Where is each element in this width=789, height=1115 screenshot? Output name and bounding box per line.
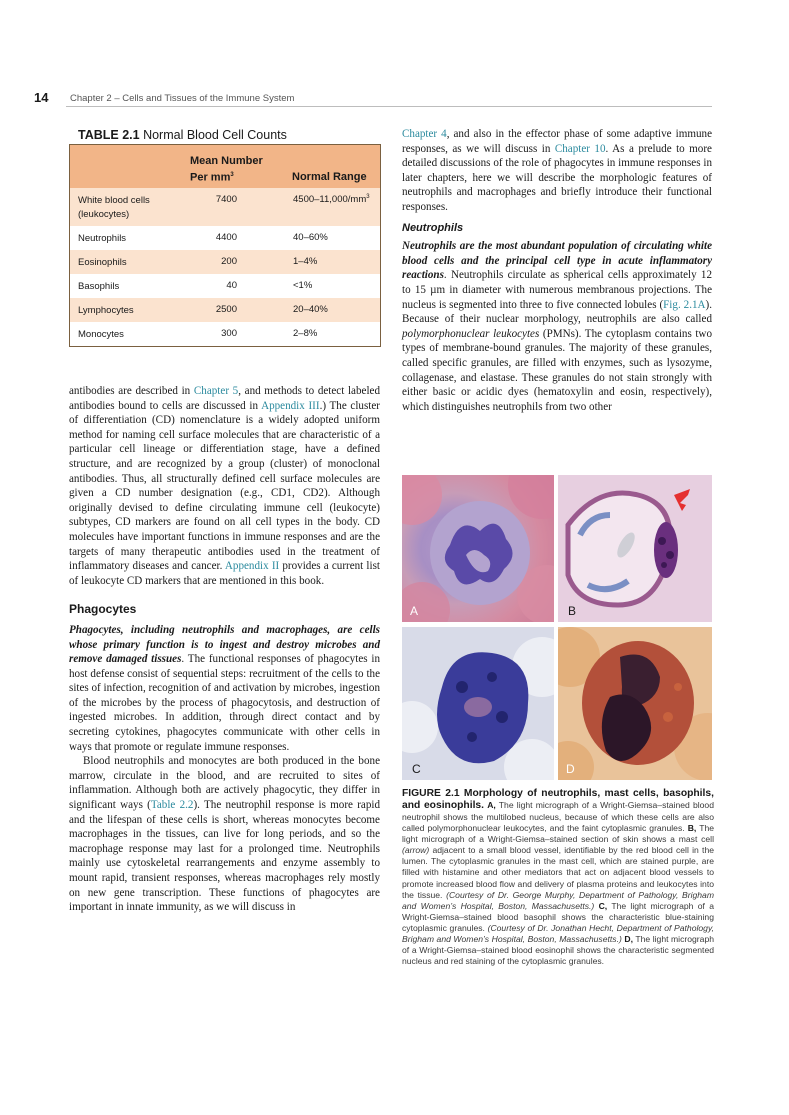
eosinophil-illustration <box>558 627 712 780</box>
italic-term: polymorphonuclear leukocytes <box>402 327 540 340</box>
page-number: 14 <box>34 90 49 105</box>
row-range: 2–8% <box>293 328 318 339</box>
neutrophil-illustration <box>402 475 554 622</box>
link-chapter-10[interactable]: Chapter 10 <box>554 142 606 155</box>
panel-label-c: C <box>412 762 421 776</box>
micrograph-neutrophil <box>402 475 554 622</box>
col-header-mean-line2 <box>190 168 280 185</box>
panel-label-d: D <box>566 762 575 776</box>
panel-label-b: B <box>568 604 577 618</box>
row-label <box>78 194 150 222</box>
row-range: 1–4% <box>293 256 318 267</box>
row-range-text: 4500–11,000/mm <box>293 194 367 206</box>
caption-b-credit: (Courtesy of Dr. George Murphy, Department of Pathology, Brigham and Women’s Hospital, Boston, Massachusetts.) <box>402 889 714 911</box>
row-mean: 4400 <box>215 232 237 243</box>
col-header-mean-line1: Mean Number <box>190 155 263 167</box>
micrograph-basophil <box>402 627 554 780</box>
col-header-range: Normal Range <box>292 171 367 183</box>
text-span: (PMNs). The cytoplasm contains two types of membrane-bound granules. The majority of these granules, called specific granules, are filled with enzymes, such as lysozyme, collagenase, and elastase. These granules do not stain strongly with either basic or acidic dyes (hematoxylin and eosin, respectively), which distinguishes neutrophils from two other <box>402 327 712 413</box>
header-rule <box>66 106 712 107</box>
paragraph-cd-markers <box>69 384 380 588</box>
text-span: ). Because of their nuclear morphology, neutrophils are also called <box>402 298 712 326</box>
row-range-sup: 3 <box>366 194 370 200</box>
row-label: Monocytes <box>78 329 124 340</box>
caption-a-text: The light micrograph of a Wright-Giemsa–stained blood neutrophil shows the multilobed nucleus, because of which these cells are also called polymorphonuclear leukocytes, and the faint cytoplasmic granules. <box>402 800 714 834</box>
table-row <box>70 188 380 226</box>
panel-label-a: A <box>410 604 419 618</box>
caption-b-label: B, <box>687 823 697 834</box>
caption-c-label: C, <box>598 900 608 911</box>
row-label: Basophils <box>78 281 120 292</box>
blood-count-table <box>69 144 381 347</box>
caption-arrow: (arrow) <box>402 845 430 856</box>
mast-cell-illustration <box>558 475 712 622</box>
caption-c-credit: (Courtesy of Dr. Jonathan Hecht, Department of Pathology, Brigham and Women’s Hospital, Boston, Massachusetts.) <box>402 922 714 945</box>
paragraph-neutrophils-monocytes <box>69 754 380 915</box>
col-header-mean-per: Per mm <box>190 171 231 184</box>
link-chapter-4[interactable]: Chapter 4 <box>402 128 447 140</box>
table-title <box>78 128 287 142</box>
heading-neutrophils: Neutrophils <box>402 221 464 234</box>
row-range: 40–60% <box>293 232 328 243</box>
row-mean: 200 <box>221 256 237 267</box>
row-range: 20–40% <box>293 304 328 315</box>
micrograph-eosinophil <box>558 627 712 780</box>
table-title-text: Normal Blood Cell Counts <box>143 128 287 142</box>
link-table-2-2[interactable]: Table 2.2 <box>150 799 194 812</box>
table-row <box>70 298 380 322</box>
link-chapter-5[interactable]: Chapter 5 <box>193 385 239 397</box>
link-fig-2-1a[interactable]: Fig. 2.1A <box>663 298 706 311</box>
caption-b-text: The light micrograph of a Wright-Giemsa–stained section of skin shows a mast cell <box>402 823 714 845</box>
link-appendix-iii[interactable]: Appendix III <box>261 399 320 412</box>
paragraph-phagocytes <box>69 623 380 754</box>
row-label: Neutrophils <box>78 233 127 244</box>
micrograph-mast-cell <box>558 475 712 622</box>
table-row <box>70 322 380 346</box>
text-span: , and also in the effector phase of some adaptive immune responses, as we will discuss in <box>402 128 712 155</box>
link-appendix-ii[interactable]: Appendix II <box>224 560 280 573</box>
text-span: .) The cluster of differentiation (CD) nomenclature is a widely adopted uniform method for naming cell surface molecules that are characteristic of a particular cell lineage or differentiation stage, have a defined structure, and are recognized by a group (cluster) of monoclonal antibodies. Thus, all structurally defined cell surface molecules are given a CD number designation (e.g., CD1, CD2). Although originally devised to define circulating immune cell (leukocyte) subtypes, CD markers are found on all cell types in the body. CD molecules have important functions in immune responses and are the targets of many therapeutic antibodies used in the treatment of inflammatory diseases and cancer. <box>69 399 381 573</box>
table-row <box>70 226 380 250</box>
text-span: , and methods to detect labeled antibodies bound to cells are discussed in <box>69 385 380 412</box>
row-label-line2: (leukocytes) <box>78 209 130 220</box>
text-span: provides a current list of leukocyte CD markers that are mentioned in this book. <box>69 560 380 587</box>
table-row <box>70 274 380 298</box>
caption-a-label: A, <box>487 800 496 810</box>
text-span: ). The neutrophil response is more rapid and the lifespan of these cells is short, whereas monocytes become macrophages in the tissues, can live for long periods, and so the macrophage response may last for a prolonged time. Neutrophils mainly use cytoskeletal rearrangements and enzyme assembly to mount rapid, transient responses, whereas macrophages rely mostly on new gene transcription. These functions of phagocytes are important in innate immunity, as we will discuss in <box>69 799 381 914</box>
row-range: <1% <box>293 280 313 291</box>
heading-phagocytes: Phagocytes <box>69 602 137 617</box>
text-span: . Neutrophils circulate as spherical cells approximately 12 to 15 µm in diameter with numerous membranous projections. The nucleus is segmented into three to five connected lobules ( <box>402 269 712 311</box>
col-header-mean-sup: 3 <box>230 172 234 178</box>
paragraph-neutrophils <box>402 239 712 414</box>
row-mean: 2500 <box>215 304 237 315</box>
table-label: TABLE 2.1 <box>78 128 140 142</box>
col-header-mean <box>190 154 280 185</box>
row-mean: 40 <box>226 280 237 291</box>
caption-b-text: adjacent to a small blood vessel, identifiable by the red blood cell in the lumen. The cytoplasmic granules in the mast cell, which are stained purple, are filled with histamine and other mediators that act on adjacent blood vessels to promote increased blood flow and delivery of plasma proteins and leukocytes into the tissue. <box>402 845 714 900</box>
row-mean: 300 <box>221 328 237 339</box>
row-label-line1: White blood cells <box>78 195 150 206</box>
caption-c-text: The light micrograph of a Wright-Giemsa–stained blood basophil shows the characteristic blue-staining cytoplasmic granules. <box>402 900 714 933</box>
caption-heading: FIGURE 2.1 Morphology of neutrophils, mast cells, basophils, and eosinophils. <box>402 788 714 811</box>
right-text-column <box>402 127 712 414</box>
left-text-column <box>69 384 380 915</box>
row-label: Lymphocytes <box>78 305 134 316</box>
table-row <box>70 250 380 274</box>
row-range <box>293 194 370 205</box>
text-span: antibodies are described in <box>69 385 194 397</box>
chapter-running-head: Chapter 2 – Cells and Tissues of the Immune System <box>70 93 295 104</box>
row-label: Eosinophils <box>78 257 127 268</box>
paragraph-continued <box>402 127 712 215</box>
text-span: Blood neutrophils and monocytes are both produced in the bone marrow, circulate in the blood, and are recruited to sites of inflammation. Although both are actively phagocytic, they differ in significant ways ( <box>69 755 380 812</box>
basophil-illustration <box>402 627 554 780</box>
text-span: . As a prelude to more detailed discussions of the role of phagocytes in immune responses in later chapters, here we will describe the morphologic features of neutrophils and macrophages and briefly introduce their functional responses. <box>402 142 712 213</box>
caption-d-text: The light micrograph of a Wright-Giemsa–stained blood eosinophil shows the characteristic segmented nucleus and red staining of the cytoplasmic granules. <box>402 934 715 967</box>
caption-d-label: D, <box>624 934 633 945</box>
row-mean: 7400 <box>215 194 237 205</box>
key-statement: Phagocytes, including neutrophils and macrophages, are cells whose primary function is to ingest and destroy microbes and remove damaged tissues <box>69 623 380 666</box>
text-span: . The functional responses of phagocytes in host defense consist of sequential steps: recruitment of the cells to the sites of infection, recognition of and activation by microbes, ingestion of the microbes by the process of phagocytosis, and destruction of ingested microbes. In addition, through direct contact and by secreting cytokines, phagocytes communicate with other cells in ways that promote or regulate immune responses. <box>69 653 380 753</box>
table-header-row <box>70 145 380 188</box>
key-statement: Neutrophils are the most abundant population of circulating white blood cells and the principal cell type in acute inflammatory reactions <box>402 240 712 282</box>
figure-caption <box>402 788 714 967</box>
